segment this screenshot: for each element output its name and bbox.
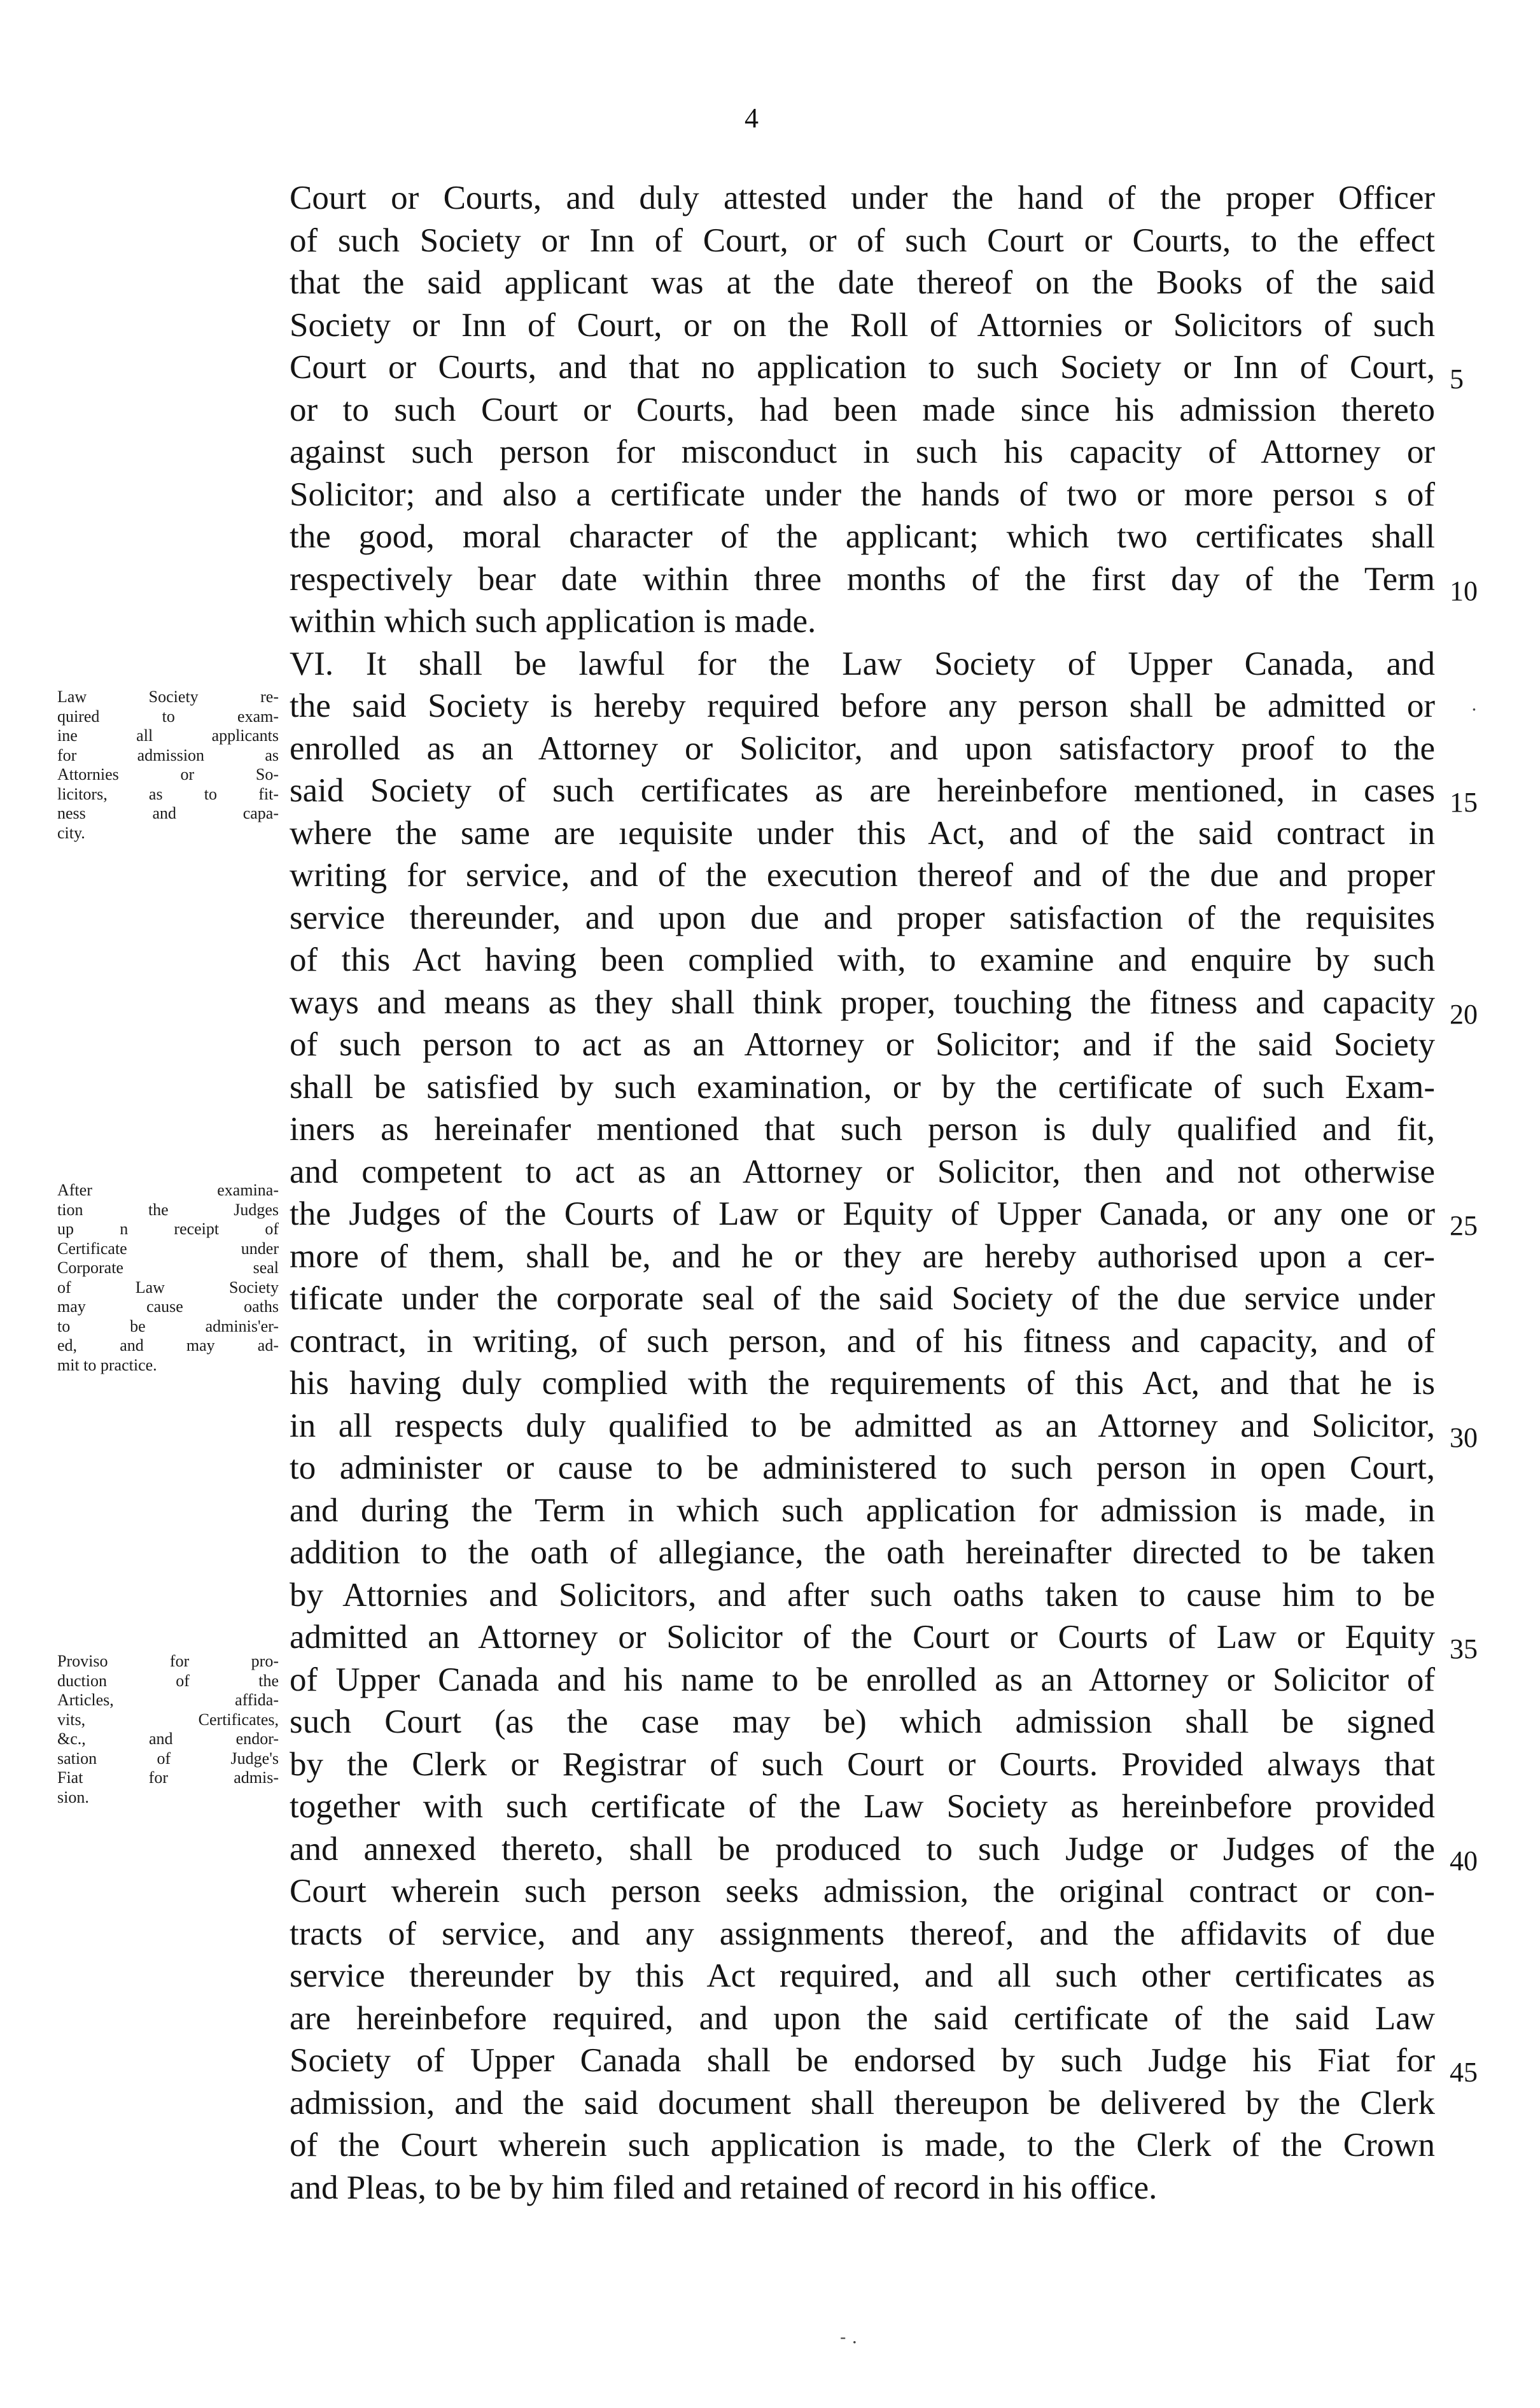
body-line: that the said applicant was at the date thereof on the Books of the said	[290, 264, 1435, 301]
body-line: are hereinbefore required, and upon the said certificate of the said Law	[290, 1999, 1435, 2037]
body-line: tracts of service, and any assignments thereof, and the affidavits of due	[290, 1915, 1435, 1952]
margin-note-line: tion the Judges	[57, 1200, 279, 1219]
body-line: of such person to act as an Attorney or Solicitor; and if the said Society	[290, 1026, 1435, 1063]
margin-note-line: city.	[57, 823, 85, 842]
body-line: iners as hereinafer mentioned that such person is duly qualified and fit,	[290, 1111, 1435, 1148]
body-line: Court or Courts, and that no application to such Society or Inn of Court,	[290, 349, 1435, 386]
line-number: 15	[1450, 787, 1478, 818]
body-line: within which such application is made.	[290, 603, 816, 640]
body-line: of Upper Canada and his name to be enrolled as an Attorney or Solicitor of	[290, 1661, 1435, 1698]
line-number: 30	[1450, 1421, 1478, 1453]
body-line: against such person for misconduct in such his capacity of Attorney or	[290, 433, 1435, 470]
body-line: said Society of such certificates as are hereinbefore mentioned, in cases	[290, 772, 1435, 809]
body-line: and Pleas, to be by him filed and retained of record in his office.	[290, 2169, 1158, 2206]
margin-note-line: sation of Judge's	[57, 1749, 279, 1768]
line-number: 45	[1450, 2057, 1478, 2088]
margin-note-line: sion.	[57, 1787, 89, 1806]
line-number: 35	[1450, 1633, 1478, 1665]
body-line: Society of Upper Canada shall be endorsed by such Judge his Fiat for	[290, 2042, 1435, 2079]
margin-note-line: of Law Society	[57, 1278, 279, 1297]
margin-note-line: Articles, affida-	[57, 1691, 279, 1709]
line-number: 25	[1450, 1210, 1478, 1241]
body-line: Court or Courts, and duly attested under the hand of the proper Officer	[290, 180, 1435, 216]
body-line: admitted an Attorney or Solicitor of the Court or Courts of Law or Equity	[290, 1619, 1435, 1656]
margin-note-line: licitors, as to fit-	[57, 784, 279, 803]
body-line: contract, in writing, of such person, and of his fitness and capacity, and of	[290, 1322, 1435, 1360]
body-line: his having duly complied with the requirements of this Act, and that he is	[290, 1365, 1435, 1402]
body-line: writing for service, and of the execution thereof and of the due and proper	[290, 857, 1435, 894]
margin-note-line: Corporate seal	[57, 1258, 279, 1277]
body-line: and annexed thereto, shall be produced to such Judge or Judges of the	[290, 1830, 1435, 1868]
body-line: service thereunder, and upon due and proper satisfaction of the requisites	[290, 899, 1435, 936]
body-line: where the same are ıequisite under this Act, and of the said contract in	[290, 814, 1435, 852]
body-line: Solicitor; and also a certificate under the hands of two or more persoı s of	[290, 475, 1435, 513]
body-line: Court wherein such person seeks admission, the original contract or con-	[290, 1873, 1435, 1910]
margin-note-line: ed, and may ad-	[57, 1336, 279, 1355]
margin-note-line: Proviso for pro-	[57, 1652, 279, 1670]
body-line: service thereunder by this Act required, and all such other certificates as	[290, 1957, 1435, 1994]
body-line: of such Society or Inn of Court, or of such Court or Courts, to the effect	[290, 222, 1435, 259]
body-line: VI. It shall be lawful for the Law Society of Upper Canada, and	[290, 645, 1435, 682]
body-line: by Attornies and Solicitors, and after such oaths taken to cause him to be	[290, 1576, 1435, 1614]
body-line: by the Clerk or Registrar of such Court or Courts. Provided always that	[290, 1745, 1435, 1783]
body-line: of this Act having been complied with, to examine and enquire by such	[290, 941, 1435, 978]
body-line: such Court (as the case may be) which admission shall be signed	[290, 1703, 1435, 1740]
line-number: 10	[1450, 575, 1478, 607]
body-line: shall be satisfied by such examination, or by the certificate of such Exam-	[290, 1068, 1435, 1106]
stray-mark: - .	[840, 2327, 858, 2348]
margin-note-line: to be adminis'er-	[57, 1316, 279, 1335]
margin-note-line: for admission as	[57, 745, 279, 764]
body-line: together with such certificate of the Law Society as hereinbefore provided	[290, 1788, 1435, 1825]
margin-note-line: mit to practice.	[57, 1355, 157, 1374]
body-line: more of them, shall be, and he or they are hereby authorised upon a cer-	[290, 1237, 1435, 1275]
body-line: the said Society is hereby required before any person shall be admitted or	[290, 687, 1435, 724]
body-line: in all respects duly qualified to be admitted as an Attorney and Solicitor,	[290, 1407, 1435, 1444]
body-line: Society or Inn of Court, or on the Roll of Attornies or Solicitors of such	[290, 306, 1435, 344]
line-number: 40	[1450, 1845, 1478, 1876]
body-line: enrolled as an Attorney or Solicitor, and upon satisfactory proof to the	[290, 729, 1435, 767]
body-line: the good, moral character of the applicant; which two certificates shall	[290, 518, 1435, 555]
page-number: 4	[745, 102, 759, 134]
body-line: addition to the oath of allegiance, the oath hereinafter directed to be taken	[290, 1534, 1435, 1571]
body-line: admission, and the said document shall thereupon be delivered by the Clerk	[290, 2084, 1435, 2122]
body-line: the Judges of the Courts of Law or Equity of Upper Canada, or any one or	[290, 1195, 1435, 1232]
margin-note-line: vits, Certificates,	[57, 1710, 279, 1729]
body-line: and during the Term in which such application for admission is made, in	[290, 1491, 1435, 1529]
margin-note-line: ine all applicants	[57, 726, 279, 745]
body-line: and competent to act as an Attorney or Solicitor, then and not otherwise	[290, 1153, 1435, 1190]
body-line: to administer or cause to be administered to such person in open Court,	[290, 1449, 1435, 1486]
body-line: respectively bear date within three months of the first day of the Term	[290, 560, 1435, 598]
margin-note-line: may cause oaths	[57, 1297, 279, 1316]
margin-note-line: duction of the	[57, 1671, 279, 1690]
margin-note-line: ness and capa-	[57, 804, 279, 822]
margin-note-line: Fiat for admis-	[57, 1768, 279, 1787]
margin-note-line: Attornies or So-	[57, 765, 279, 784]
line-number: 20	[1450, 998, 1478, 1030]
line-number: 5	[1450, 363, 1464, 395]
body-line: ways and means as they shall think proper, touching the fitness and capacity	[290, 983, 1435, 1021]
margin-note-line: Certificate under	[57, 1239, 279, 1258]
body-line: or to such Court or Courts, had been made since his admission thereto	[290, 391, 1435, 428]
margin-note-line: After examina-	[57, 1181, 279, 1199]
margin-note-line: up n receipt of	[57, 1220, 279, 1238]
body-line: tificate under the corporate seal of the said Society of the due service under	[290, 1280, 1435, 1317]
margin-note-line: quired to exam-	[57, 707, 279, 726]
stray-mark: .	[1471, 694, 1477, 715]
body-line: of the Court wherein such application is made, to the Clerk of the Crown	[290, 2127, 1435, 2164]
margin-note-line: &c., and endor-	[57, 1729, 279, 1748]
margin-note-line: Law Society re-	[57, 687, 279, 706]
